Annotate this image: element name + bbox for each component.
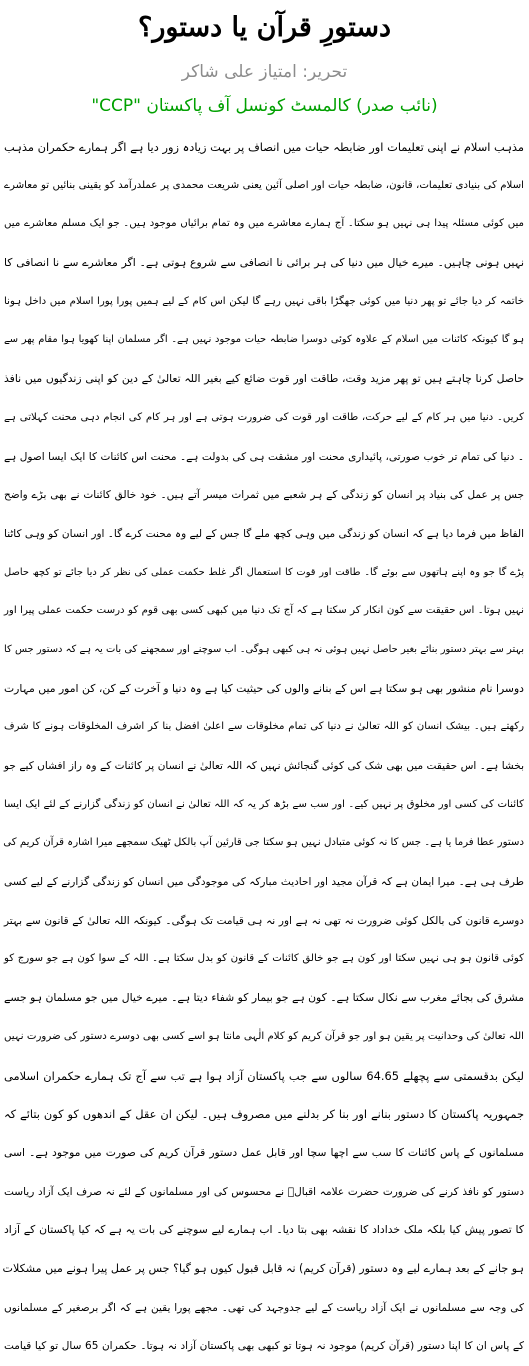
body-line: نہیں ہونی چاہیں۔ میرے خیال میں دنیا کی ہر برائی نا انصافی سے شروع ہوتی ہے۔ اگر معاشرے سے نا انصافی کا	[4, 256, 524, 270]
body-line: دستور کو نافذ کرنے کی ضرورت حضرت علامہ اقبالؒ نے محسوس کی اور مسلمانوں کے لئے نہ صرف ایک آزاد ریاست	[4, 1185, 524, 1198]
body-line: بخشا ہے۔ اس حقیقت میں بھی شک کی کوئی گنجائش نہیں کہ اللہ تعالیٰ نے انسان پر کائنات کے وہ راز افشاں کیے جو	[4, 760, 524, 772]
body-line: مذہب اسلام نے اپنی تعلیمات اور ضابطہ حیات میں انصاف پر بہت زیادہ زور دیا ہے اگر ہمارے حکمران مذہب	[4, 140, 524, 154]
body-line: حاصل کرنا چاہتے ہیں تو پھر مزید وقت، طاقت اور قوت ضائع کیے بغیر اللہ تعالیٰ کے دین کو اپنی زندگیوں میں نافذ	[4, 372, 524, 386]
body-line: بہتر سے بہتر دستور بنائے بغیر حاصل نہیں ہوئی نہ ہی کبھی ہوگی۔ اب سوچنے اور سمجھنے کی بات یہ ہے کہ دستور جس کا	[4, 643, 524, 655]
author-designation: (نائب صدر) کالمسٹ کونسل آف پاکستان "CCP"	[91, 96, 438, 116]
body-line: اللہ تعالیٰ کی وحدانیت پر یقین ہو اور جو قرآن کریم کو کلام الٰہی مانتا ہو اسے کسی بھی دوسرے دستور کی ضرورت نہیں	[4, 1030, 524, 1042]
body-line: رکھتے ہیں۔ بیشک انسان کو اللہ تعالیٰ نے دنیا کی تمام مخلوقات سے اعلیٰ افضل بنا کر اشرف المخلوقات ہونے کا شرف	[4, 721, 524, 733]
body-line: جس پر عمل کی بنیاد پر انسان کو زندگی کے ہر شعبے میں ثمرات میسر آتے ہیں۔ خود خالق کائنات نے بھی بڑے واضح	[4, 489, 524, 502]
body-line: پڑے گا جو وہ اپنے ہاتھوں سے بوئے گا۔ طاقت اور قوت کا استعمال اگر غلط حکمت عملی کی نظر کر دیا جائے تو کچھ حاصل	[4, 566, 524, 578]
body-line: دوسرے قانون کی بالکل کوئی ضرورت نہ تھی نہ ہے اور نہ ہی قیامت تک ہوگی۔ کیونکہ اللہ تعالیٰ کے قانون سے بہتر	[4, 914, 524, 927]
body-line: نہیں ہوتا۔ اس حقیقت سے کون انکار کر سکتا ہے کہ آج تک دنیا میں کبھی کسی بھی قوم کو درست حکمت عملی پیرا اور	[4, 605, 524, 617]
body-line: الفاظ میں فرما دیا ہے کہ انسان کو زندگی میں وہی کچھ ملے گا جس کے لیے وہ محنت کرے گا۔ اور انسان کو وہی کاٹنا	[4, 527, 524, 540]
body-line: طرف ہی ہے۔ میرا ایمان ہے کہ قرآن مجید اور احادیث مبارکہ کی موجودگی میں انسان کو زندگی گزارنے کے لیے کسی	[4, 876, 524, 889]
body-line: دوسرا نام منشور بھی ہو سکتا ہے اس کے بنانے والوں کی حیثیت کیا ہے وہ دنیا و آخرت کے کن، کن امور میں مہارت	[4, 681, 524, 695]
body-line: مسلمانوں کے پاس کائنات کا سب سے اچھا سچا اور قابل عمل دستور قرآن کریم کی صورت میں موجود ہے۔ اسی	[4, 1145, 524, 1159]
article-title: دستورِ قرآن یا دستور؟	[138, 12, 391, 43]
body-line: ہو گا کیونکہ کائنات میں اسلام کے علاوہ کوئی دوسرا ضابطہ حیات موجود نہیں ہے۔ اگر مسلمان اپنا کھویا ہوا مقام پھر سے	[4, 334, 524, 346]
body-line: ۔ دنیا کی تمام تر خوب صورتی، پائیداری محنت اور مشقت ہی کی بدولت ہے۔ محنت اس کائنات کا ایک ایسا اصول ہے	[4, 450, 524, 463]
body-line: خاتمہ کر دیا جائے تو پھر دنیا میں کوئی جھگڑا باقی نہیں رہے گا لیکن اس کام کے لیے ہمیں پورا پورا اسلام میں داخل ہونا	[4, 295, 524, 307]
body-line: کا تصور پیش کیا بلکہ ملک خداداد کا نقشہ بھی بتا دیا۔ اب ہمارے لیے سوچنے کی بات یہ ہے کہ کیا پاکستان کے آزاد	[4, 1223, 524, 1237]
body-line: میں کوئی مسئلہ پیدا ہی نہیں ہو سکتا۔ آج ہمارے معاشرے میں وہ تمام برائیاں موجود ہیں۔ جو ایک مسلم معاشرے میں	[4, 218, 524, 230]
author-byline: تحریر: امتیاز علی شاکر	[181, 62, 348, 82]
body-line: کے پاس ان کا اپنا دستور (قرآن کریم) موجود نہ ہوتا تو کبھی بھی پاکستان آزاد نہ ہوتا۔ حکمران 65 سال تو کیا قیامت	[4, 1340, 524, 1353]
body-line: ہو جانے کے بعد ہمارے لیے وہ دستور (قرآن کریم) نہ قابل قبول کیوں ہو گیا؟ جس پر عمل پیرا ہونے میں مشکلات	[2, 1261, 524, 1275]
article-body	[2, 128, 524, 1353]
body-line: کائنات کی کسی اور مخلوق پر نہیں کیے۔ اور سب سے بڑھ کر یہ کہ اللہ تعالیٰ نے انسان کو زندگی گزارنے کے لئے ایک ایسا	[4, 798, 524, 810]
body-line: لیکن بدقسمتی سے پچھلے 64.65 سالوں سے جب پاکستان آزاد ہوا ہے تب سے آج تک ہمارے حکمران اسلامی	[4, 1068, 524, 1083]
body-line: کی وجہ سے مسلمانوں نے ایک آزاد ریاست کے لیے جدوجہد کی تھی۔ مجھے پورا یقین ہے کہ اگر برصغیر کے مسلمانوں	[4, 1301, 524, 1314]
body-line: دستور عطا فرما یا ہے۔ جس کا نہ کوئی متبادل نہیں ہو سکتا جی قارئین آپ بالکل ٹھیک سمجھے میرا اشارہ قرآن کریم کی	[3, 837, 524, 849]
body-line: کریں۔ دنیا میں ہر کام کے لیے حرکت، طاقت اور قوت کی ضرورت ہوتی ہے اور ہر کام کی انجام دہی محنت کہلاتی ہے	[4, 411, 524, 423]
body-line: کوئی قانون ہو ہی نہیں سکتا اور کون ہے جو خالق کائنات کے قانون کو بدل سکتا ہے۔ اللہ کے سوا کون ہے جو سورج کو	[4, 953, 524, 965]
body-line: اسلام کی بنیادی تعلیمات، قانون، ضابطہ حیات اور اصلی آئین یعنی شریعت محمدی پر عملدرآمد کو یقینی بنائیں تو معاشرے	[4, 179, 524, 191]
body-line: مشرق کی بجائے مغرب سے نکال سکتا ہے۔ کون ہے جو بیمار کو شفاء دیتا ہے۔ میرے خیال میں جو مسلمان ہو جسے	[4, 991, 524, 1005]
body-line: جمہوریہ پاکستان کا دستور بنانے اور بنا کر بدلنے میں مصروف ہیں۔ لیکن ان عقل کے اندھوں کو کون بتائے کہ	[4, 1107, 524, 1122]
